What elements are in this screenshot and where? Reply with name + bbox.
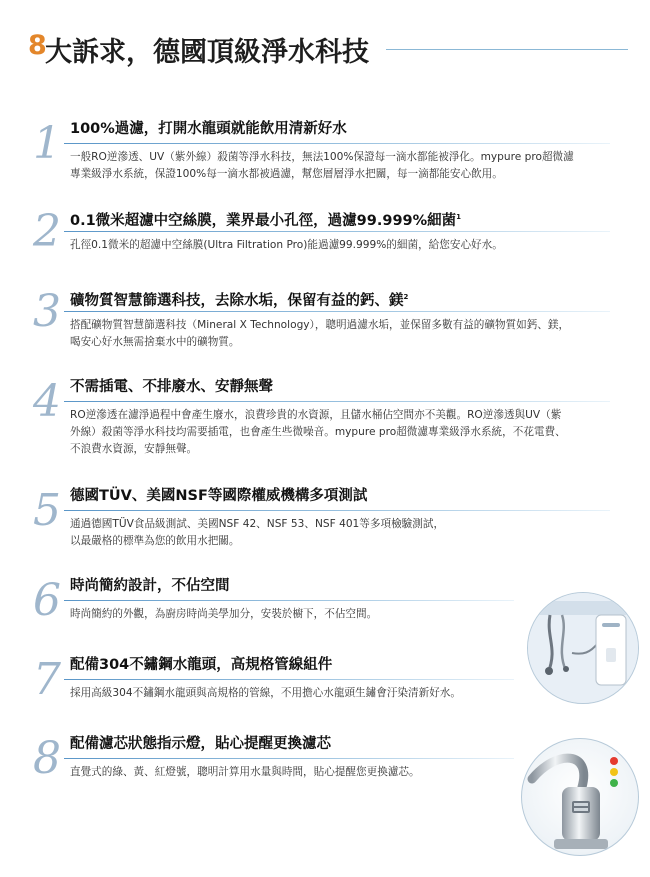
faucet-image xyxy=(521,738,639,856)
feature-description: 通過德國TÜV食品級測試、美國NSF 42、NSF 53、NSF 401等多項檢驗測試， 以最嚴格的標準為您的飲用水把關。 xyxy=(70,518,445,547)
feature-description: 孔徑0.1微米的超濾中空絲膜(Ultra Filtration Pro)能過濾99.999%的細菌，給您安心好水。 xyxy=(70,239,503,251)
feature-description: 直覺式的綠、黃、紅燈號，聰明計算用水量與時間，貼心提醒您更換濾芯。 xyxy=(70,766,420,778)
feature-title: 礦物質智慧篩選科技，去除水垢，保留有益的鈣、鎂$^2$ xyxy=(70,292,409,309)
page-title: 大訴求，德國頂級淨水科技 xyxy=(45,37,369,68)
feature-rule xyxy=(64,401,610,402)
feature-number: 2 xyxy=(33,206,61,257)
feature-title: 時尚簡約設計，不佔空間 xyxy=(70,578,230,594)
feature-number: 3 xyxy=(33,286,61,337)
feature-rule xyxy=(64,679,514,680)
red-light-icon xyxy=(610,757,618,765)
feature-rule xyxy=(64,231,610,232)
page-header xyxy=(28,26,628,66)
header-number: 8 xyxy=(28,30,47,61)
feature-number: 4 xyxy=(33,376,61,427)
faucet-icon xyxy=(522,739,638,855)
feature-number: 5 xyxy=(33,485,61,536)
yellow-light-icon xyxy=(610,768,618,776)
footnote-mark: 1 xyxy=(456,213,462,221)
feature-rule xyxy=(64,143,610,144)
green-light-icon xyxy=(610,779,618,787)
feature-title: 0.1微米超濾中空絲膜，業界最小孔徑，過濾99.999%細菌$^1$ xyxy=(70,212,462,229)
footnote-mark: 2 xyxy=(403,293,409,301)
filter-unit-icon xyxy=(528,593,638,703)
feature-rule xyxy=(64,311,610,312)
feature-rule xyxy=(64,758,514,759)
feature-description: 搭配礦物質智慧篩選科技（Mineral X Technology），聰明過濾水垢，並保留多數有益的礦物質如鈣、鎂， 喝安心好水無需捨棄水中的礦物質。 xyxy=(70,319,570,348)
undersink-unit-image xyxy=(527,592,639,704)
header-rule xyxy=(386,49,628,50)
feature-rule xyxy=(64,600,514,601)
feature-title: 配備304不鏽鋼水龍頭，高規格管線組件 xyxy=(70,657,333,673)
feature-description: 時尚簡約的外觀，為廚房時尚美學加分，安裝於櫥下，不佔空間。 xyxy=(70,608,378,620)
feature-description: 一般RO逆滲透、UV（紫外線）殺菌等淨水科技，無法100%保證每一滴水都能被淨化。mypure pro超微濾 專業級淨水系統，保證100%每一滴水都被過濾，幫您層層淨水把關，每一滴都能安心飲用。 xyxy=(70,151,574,180)
feature-rule xyxy=(64,510,610,511)
feature-description: RO逆滲透在濾淨過程中會產生廢水，浪費珍貴的水資源，且儲水桶佔空間亦不美觀。RO逆滲透與UV（紫 外線）殺菌等淨水科技均需要插電，也會產生些微噪音。mypure pro超微濾專業級淨水系統，不花電費、 不浪費水資源，安靜無聲。 xyxy=(70,409,566,455)
feature-number: 8 xyxy=(33,733,61,784)
feature-description: 採用高級304不鏽鋼水龍頭與高規格的管線，不用擔心水龍頭生鏽會汙染清新好水。 xyxy=(70,687,461,699)
feature-number: 7 xyxy=(33,654,61,705)
feature-title: 配備濾芯狀態指示燈，貼心提醒更換濾芯 xyxy=(70,736,331,752)
feature-title: 不需插電、不排廢水、安靜無聲 xyxy=(70,379,273,395)
feature-number: 1 xyxy=(33,118,61,169)
feature-title: 德國TÜV、美國NSF等國際權威機構多項測試 xyxy=(70,488,368,504)
feature-number: 6 xyxy=(33,575,61,626)
feature-title: 100%過濾，打開水龍頭就能飲用清新好水 xyxy=(70,121,347,137)
